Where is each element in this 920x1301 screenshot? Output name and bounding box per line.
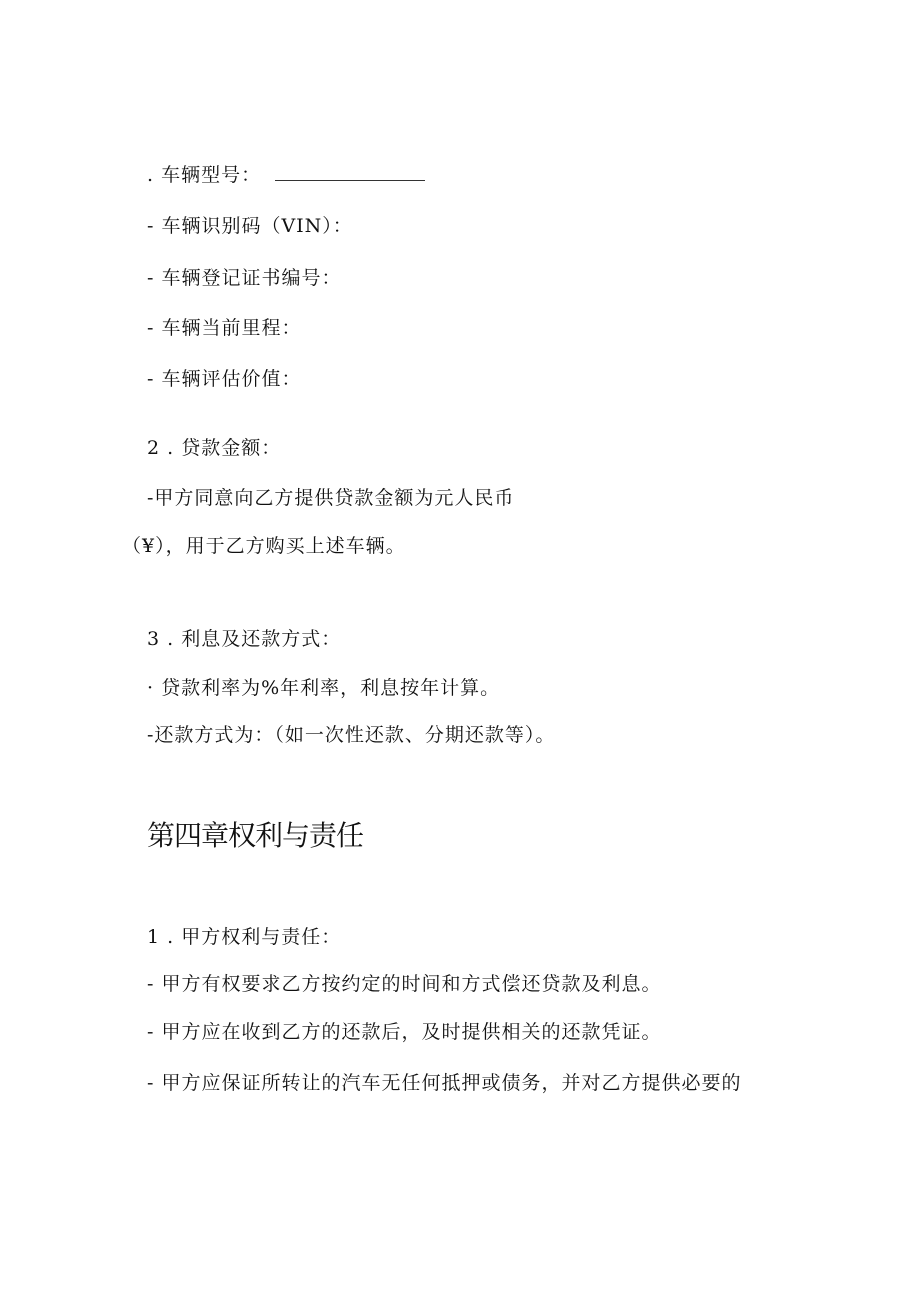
vehicle-model-blank: [275, 162, 425, 181]
chapter4-item1-line3: - 甲方应保证所转让的汽车无任何抵押或债务，并对乙方提供必要的: [147, 1072, 742, 1094]
section2-line1: -甲方同意向乙方提供贷款金额为元人民币: [147, 487, 515, 509]
vehicle-valuation-line: - 车辆评估价值：: [147, 368, 302, 390]
section3-line2: -还款方式为：（如一次性还款、分期还款等）。: [147, 724, 556, 746]
section2-title: 2 . 贷款金额：: [147, 437, 282, 459]
section3-line1: · 贷款利率为%年利率，利息按年计算。: [147, 677, 501, 699]
vehicle-mileage-line: - 车辆当前里程：: [147, 317, 302, 339]
chapter4-heading: 第四章权利与责任: [147, 819, 364, 852]
chapter4-item1-line1: - 甲方有权要求乙方按约定的时间和方式偿还贷款及利息。: [147, 973, 662, 995]
chapter4-item1-title: 1 . 甲方权利与责任：: [147, 926, 342, 948]
section2-line2: （¥），用于乙方购买上述车辆。: [122, 535, 406, 557]
section3-title: 3 . 利息及还款方式：: [147, 628, 342, 650]
vehicle-model-line: [147, 162, 425, 187]
vehicle-vin-line: - 车辆识别码（VIN）：: [147, 215, 353, 237]
vehicle-model-label: . 车辆型号：: [147, 164, 262, 186]
chapter4-item1-line2: - 甲方应在收到乙方的还款后，及时提供相关的还款凭证。: [147, 1021, 662, 1043]
vehicle-registration-line: - 车辆登记证书编号：: [147, 267, 342, 289]
